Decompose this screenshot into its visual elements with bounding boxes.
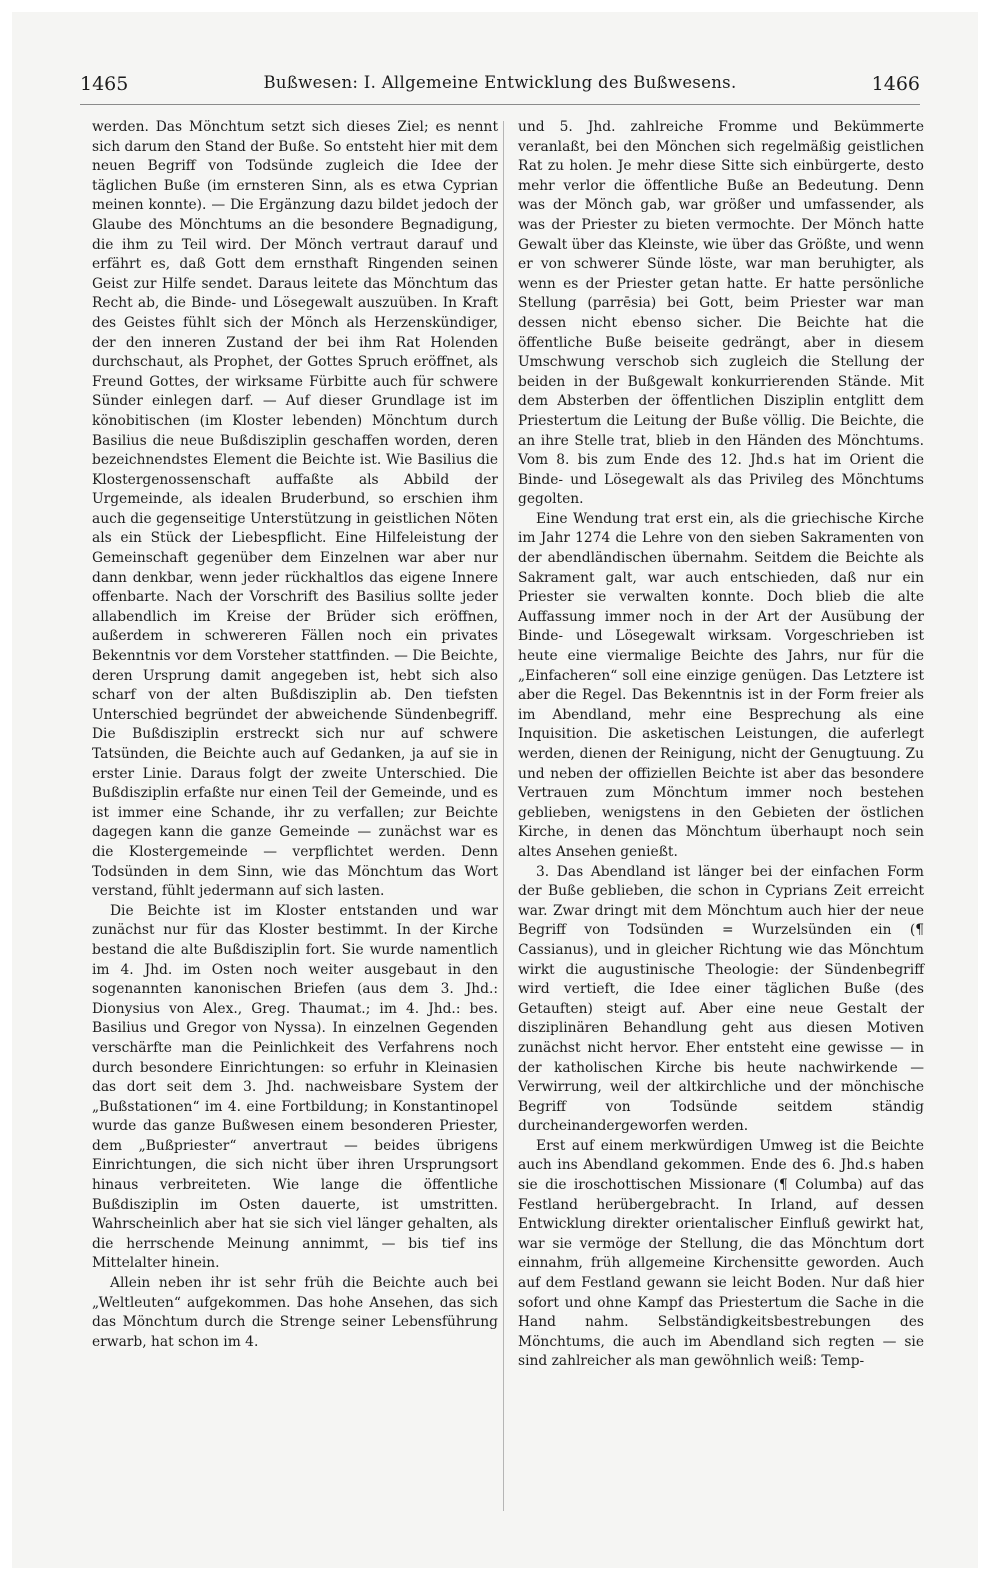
paragraph: Erst auf einem merkwürdigen Umweg ist die Beichte auch ins Abendland gekommen. Ende des 6. Jhd.s haben sie die iroschottischen Missionare (¶ Columba) auf das Festland herübergebracht. In Irland, auf dessen Entwicklung direkter orientalischer Einfluß gewirkt hat, war sie vermöge der Stellung, die das Mönchtum dort einnahm, früh allgemeine Kirchensitte geworden. Auch auf dem Festland gewann sie leicht Boden. Nur daß hier sofort und ohne Kampf das Priestertum die Sache in die Hand nahm. Selbständigkeitsbestrebungen des Mönchtums, die auch im Abendland sich regten — sie sind zahlreicher als man gewöhnlich weiß: Temp- xyxy=(518,1137,924,1370)
right-column xyxy=(518,118,924,1372)
page-header xyxy=(80,73,920,105)
paragraph: und 5. Jhd. zahlreiche Fromme und Bekümmerte veranlaßt, bei den Mönchen sich regelmäßig geistlichen Rat zu holen. Je mehr diese Sitte sich einbürgerte, desto mehr verlor die öffentliche Buße an Bedeutung. Denn was der Mönch gab, war größer und umfassender, als was der Priester zu bieten vermochte. Der Mönch hatte Gewalt über das Kleinste, wie über das Größte, und wenn er von schwerer Sünde löste, war man beruhigter, als wenn es der Priester getan hatte. Er hatte persönliche Stellung (parrēsia) bei Gott, beim Priester war man dessen nicht ebenso sicher. Die Beichte hat die öffentliche Buße beiseite gedrängt, aber in diesem Umschwung verschob sich zugleich die Stellung der beiden in der Bußgewalt konkurrierenden Stände. Mit dem Absterben der öffentlichen Disziplin entglitt dem Priestertum die Leitung der Buße völlig. Die Beichte, die an ihre Stelle trat, blieb in den Händen des Mönchtums. Vom 8. bis zum Ende des 12. Jhd.s hat im Orient die Binde- und Lösegewalt als das Privileg des Mönchtums gegolten. xyxy=(518,119,924,508)
page-number-left: 1465 xyxy=(80,73,129,95)
column-divider xyxy=(503,121,504,1511)
paragraph: 3. Das Abendland ist länger bei der einfachen Form der Buße geblieben, die schon in Cyprians Zeit erreicht war. Zwar dringt mit dem Mönchtum auch hier der neue Begriff von Todsünden = Wurzelsünden ein (¶ Cassianus), und in gleicher Richtung wie das Mönchtum wirkt die augustinische Theologie: der Sündenbegriff wird vertieft, die Idee einer täglichen Buße (des Getauften) steigt auf. Aber eine neue Gestalt der disziplinären Behandlung geht aus diesen Motiven zunächst nicht hervor. Eher entsteht eine gewisse — in der katholischen Kirche bis heute nachwirkende — Verwirrung, weil der altkirchliche und der mönchische Begriff von Todsünde seitdem ständig durcheinandergeworfen werden. xyxy=(518,863,924,1135)
left-column xyxy=(92,118,498,1352)
paragraph: werden. Das Mönchtum setzt sich dieses Ziel; es nennt sich darum den Stand der Buße. So entsteht hier mit dem neuen Begriff von Todsünde zugleich die Idee der täglichen Buße (im ernsteren Sinn, als es etwa Cyprian meinen konnte). — Die Ergänzung dazu bildet jedoch der Glaube des Mönchtums an die besondere Begnadigung, die ihm zu Teil wird. Der Mönch vertraut darauf und erfährt es, daß Gott dem ernsthaft Ringenden seinen Geist zur Hilfe sendet. Daraus leitete das Mönchtum das Recht ab, die Binde- und Lösegewalt auszuüben. In Kraft des Geistes fühlt sich der Mönch als Herzenskündiger, der den inneren Zustand der bei ihm Rat Holenden durchschaut, als Prophet, der Gottes Spruch eröffnet, als Freund Gottes, der wirksame Fürbitte auch für schwere Sünder einlegen darf. — Auf dieser Grundlage ist im könobitischen (im Kloster lebenden) Mönchtum durch Basilius die neue Bußdisziplin geschaffen worden, deren bezeichnendstes Element die Beichte ist. Wie Basilius die Klostergenossenschaft auffaßte als Abbild der Urgemeinde, als idealen Bruderbund, so erschien ihm auch die gegenseitige Unterstützung in geistlichen Nöten als ein Stück der Liebespflicht. Eine Hilfeleistung der Gemeinschaft gegenüber dem Einzelnen war aber nur dann denkbar, wenn jeder rückhaltlos das eigene Innere offenbarte. Nach der Vorschrift des Basilius sollte jeder allabendlich im Kreise der Brüder sich eröffnen, außerdem in schwereren Fällen noch ein privates Bekenntnis vor dem Vorsteher stattfinden. — Die Beichte, deren Ursprung damit angegeben ist, hebt sich also scharf von der alten Bußdisziplin ab. Den tiefsten Unterschied begründet der abweichende Sündenbegriff. Die Bußdisziplin erstreckt sich nur auf schwere Tatsünden, die Beichte auch auf Gedanken, ja auf sie in erster Linie. Daraus folgt der zweite Unterschied. Die Bußdisziplin erfaßte nur einen Teil der Gemeinde, und es ist immer eine Schande, ihr zu verfallen; zur Beichte dagegen kann die ganze Gemeinde — zunächst war es die Klostergemeinde — verpflichtet werden. Denn Todsünden in dem Sinn, wie das Mönchtum das Wort verstand, fühlt jedermann auf sich lasten. xyxy=(92,119,498,900)
paragraph: Die Beichte ist im Kloster entstanden und war zunächst nur für das Kloster bestimmt. In der Kirche bestand die alte Bußdisziplin fort. Sie wurde namentlich im 4. Jhd. im Osten noch weiter ausgebaut in den sogenannten kanonischen Briefen (aus dem 3. Jhd.: Dionysius von Alex., Greg. Thaumat.; im 4. Jhd.: bes. Basilius und Gregor von Nyssa). In einzelnen Gegenden verschärfte man die Peinlichkeit des Verfahrens noch durch besondere Einrichtungen: so erfuhr in Kleinasien das dort seit dem 3. Jhd. nachweisbare System der „Bußstationen“ im 4. eine Fortbildung; in Konstantinopel wurde das ganze Bußwesen einem besonderen Priester, dem „Bußpriester“ anvertraut — beides übrigens Einrichtungen, die sich nicht über ihren Ursprungsort hinaus verbreiteten. Wie lange die öffentliche Bußdisziplin im Osten dauerte, ist umstritten. Wahrscheinlich aber hat sie sich viel länger gehalten, als die herrschende Meinung annimmt, — bis tief ins Mittelalter hinein. xyxy=(92,902,498,1272)
paragraph: Eine Wendung trat erst ein, als die griechische Kirche im Jahr 1274 die Lehre von den sieben Sakramenten von der abendländischen übernahm. Seitdem die Beichte als Sakrament galt, war auch entschieden, daß nur ein Priester sie verwalten konnte. Doch blieb die alte Auffassung immer noch in der Art der Ausübung der Binde- und Lösegewalt wirksam. Vorgeschrieben ist heute eine viermalige Beichte des Jahrs, nur für die „Einfacheren“ soll eine einzige genügen. Das Letztere ist aber die Regel. Das Bekenntnis ist in der Form freier als im Abendland, mehr eine Besprechung als eine Inquisition. Die asketischen Leistungen, die auferlegt werden, dienen der Reinigung, nicht der Genugtuung. Zu und neben der offiziellen Beichte ist aber das besondere Vertrauen zum Mönchtum immer noch bestehen geblieben, wenigstens in den Gebieten der östlichen Kirche, in denen das Mönchtum überhaupt noch sein altes Ansehen genießt. xyxy=(518,510,924,860)
paragraph: Allein neben ihr ist sehr früh die Beichte auch bei „Weltleuten“ aufgekommen. Das hohe Ansehen, das sich das Mönchtum durch die Strenge seiner Lebensführung erwarb, hat schon im 4. xyxy=(92,1275,498,1350)
page-number-right: 1466 xyxy=(871,73,920,95)
running-title: Bußwesen: I. Allgemeine Entwicklung des Bußwesens. xyxy=(263,73,737,92)
header-rule xyxy=(80,104,920,105)
